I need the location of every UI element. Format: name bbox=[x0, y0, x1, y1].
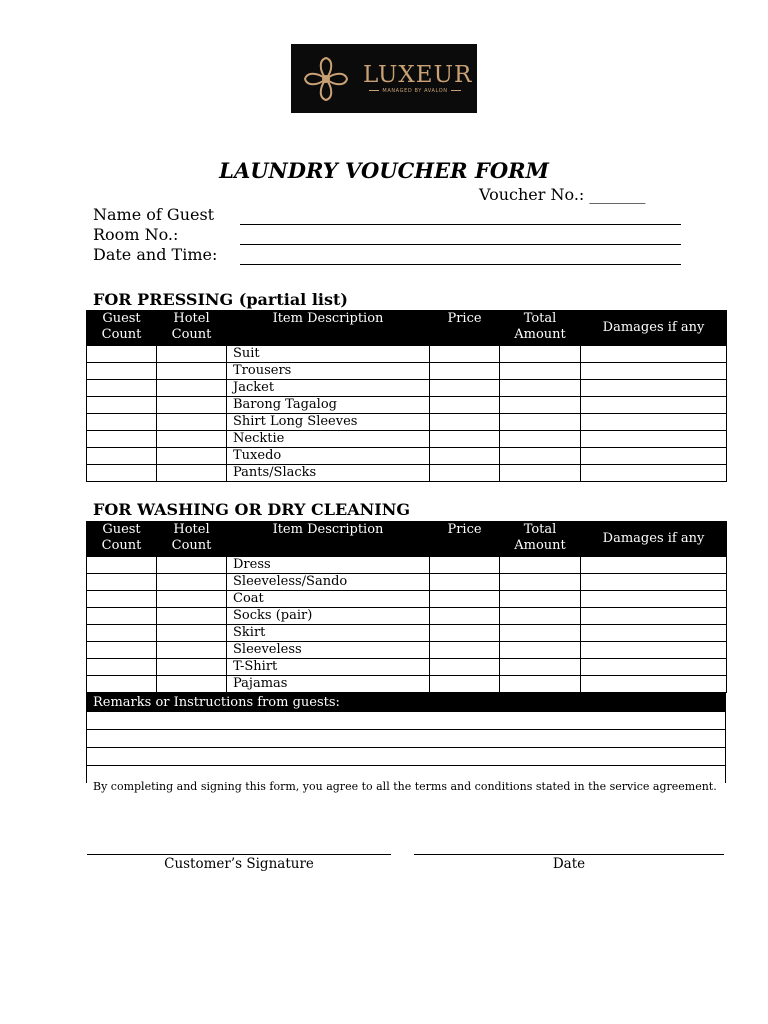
item-description: Tuxedo bbox=[227, 448, 430, 465]
customer-signature-line[interactable] bbox=[87, 854, 391, 855]
logo-brand-name: LUXEUR bbox=[363, 62, 473, 88]
remarks-section bbox=[86, 693, 726, 783]
total-amount-cell[interactable] bbox=[500, 448, 581, 465]
hotel-count-cell[interactable] bbox=[157, 625, 227, 642]
hotel-count-cell[interactable] bbox=[157, 608, 227, 625]
total-amount-cell[interactable] bbox=[500, 642, 581, 659]
form-title: LAUNDRY VOUCHER FORM bbox=[219, 158, 549, 183]
damages-cell[interactable] bbox=[581, 591, 727, 608]
table-row bbox=[87, 557, 727, 574]
damages-cell[interactable] bbox=[581, 414, 727, 431]
hotel-count-cell[interactable] bbox=[157, 557, 227, 574]
agreement-text: By completing and signing this form, you agree to all the terms and conditions stated in the service agreement. bbox=[93, 780, 717, 793]
washing-header-row bbox=[87, 522, 727, 557]
table-row bbox=[87, 380, 727, 397]
table-row bbox=[87, 608, 727, 625]
hotel-count-cell[interactable] bbox=[157, 346, 227, 363]
table-row bbox=[87, 642, 727, 659]
price-cell[interactable] bbox=[430, 414, 500, 431]
damages-cell[interactable] bbox=[581, 574, 727, 591]
guest-count-cell[interactable] bbox=[87, 574, 157, 591]
price-cell[interactable] bbox=[430, 557, 500, 574]
hotel-count-cell[interactable] bbox=[157, 574, 227, 591]
column-header: Guest Count bbox=[87, 311, 157, 346]
guest-count-cell[interactable] bbox=[87, 608, 157, 625]
table-row bbox=[87, 414, 727, 431]
total-amount-cell[interactable] bbox=[500, 608, 581, 625]
logo-tagline: MANAGED BY AVALON bbox=[363, 88, 467, 94]
item-description: Necktie bbox=[227, 431, 430, 448]
guest-count-cell[interactable] bbox=[87, 642, 157, 659]
total-amount-cell[interactable] bbox=[500, 591, 581, 608]
price-cell[interactable] bbox=[430, 397, 500, 414]
item-description: Barong Tagalog bbox=[227, 397, 430, 414]
guest-count-cell[interactable] bbox=[87, 557, 157, 574]
table-row bbox=[87, 363, 727, 380]
price-cell[interactable] bbox=[430, 625, 500, 642]
damages-cell[interactable] bbox=[581, 659, 727, 676]
total-amount-cell[interactable] bbox=[500, 676, 581, 693]
voucher-number: Voucher No.: _______ bbox=[479, 185, 646, 204]
hotel-count-cell[interactable] bbox=[157, 431, 227, 448]
column-header: Damages if any bbox=[581, 522, 727, 557]
remarks-line[interactable] bbox=[86, 712, 726, 730]
remarks-label: Remarks or Instructions from guests: bbox=[86, 693, 726, 712]
guest-count-cell[interactable] bbox=[87, 659, 157, 676]
hotel-count-cell[interactable] bbox=[157, 465, 227, 482]
damages-cell[interactable] bbox=[581, 346, 727, 363]
guest-count-cell[interactable] bbox=[87, 346, 157, 363]
damages-cell[interactable] bbox=[581, 363, 727, 380]
total-amount-cell[interactable] bbox=[500, 414, 581, 431]
pressing-section-title: FOR PRESSING (partial list) bbox=[93, 290, 348, 309]
table-row bbox=[87, 659, 727, 676]
washing-section-title: FOR WASHING OR DRY CLEANING bbox=[93, 500, 411, 519]
column-header: Total Amount bbox=[500, 522, 581, 557]
total-amount-cell[interactable] bbox=[500, 465, 581, 482]
pressing-header-row bbox=[87, 311, 727, 346]
hotel-count-cell[interactable] bbox=[157, 380, 227, 397]
item-description: Shirt Long Sleeves bbox=[227, 414, 430, 431]
item-description: Socks (pair) bbox=[227, 608, 430, 625]
guest-count-cell[interactable] bbox=[87, 431, 157, 448]
total-amount-cell[interactable] bbox=[500, 557, 581, 574]
column-header: Hotel Count bbox=[157, 522, 227, 557]
guest-count-cell[interactable] bbox=[87, 363, 157, 380]
item-description: Suit bbox=[227, 346, 430, 363]
washing-table bbox=[86, 521, 727, 693]
total-amount-cell[interactable] bbox=[500, 397, 581, 414]
total-amount-cell[interactable] bbox=[500, 346, 581, 363]
damages-cell[interactable] bbox=[581, 431, 727, 448]
item-description: Trousers bbox=[227, 363, 430, 380]
item-description: Sleeveless bbox=[227, 642, 430, 659]
date-time-line[interactable] bbox=[240, 264, 681, 265]
damages-cell[interactable] bbox=[581, 465, 727, 482]
price-cell[interactable] bbox=[430, 642, 500, 659]
damages-cell[interactable] bbox=[581, 448, 727, 465]
table-row bbox=[87, 465, 727, 482]
table-row bbox=[87, 397, 727, 414]
ornament-icon bbox=[299, 52, 353, 106]
price-cell[interactable] bbox=[430, 431, 500, 448]
brand-logo bbox=[291, 44, 477, 113]
date-signature-line[interactable] bbox=[414, 854, 724, 855]
price-cell[interactable] bbox=[430, 676, 500, 693]
hotel-count-cell[interactable] bbox=[157, 642, 227, 659]
hotel-count-cell[interactable] bbox=[157, 676, 227, 693]
hotel-count-cell[interactable] bbox=[157, 659, 227, 676]
price-cell[interactable] bbox=[430, 608, 500, 625]
damages-cell[interactable] bbox=[581, 642, 727, 659]
price-cell[interactable] bbox=[430, 465, 500, 482]
column-header: Item Description bbox=[227, 522, 430, 557]
damages-cell[interactable] bbox=[581, 676, 727, 693]
price-cell[interactable] bbox=[430, 346, 500, 363]
table-row bbox=[87, 448, 727, 465]
guest-count-cell[interactable] bbox=[87, 625, 157, 642]
hotel-count-cell[interactable] bbox=[157, 448, 227, 465]
item-description: Sleeveless/Sando bbox=[227, 574, 430, 591]
remarks-line[interactable] bbox=[86, 730, 726, 748]
damages-cell[interactable] bbox=[581, 608, 727, 625]
table-row bbox=[87, 346, 727, 363]
date-signature-label: Date bbox=[552, 856, 586, 872]
room-number-line[interactable] bbox=[240, 244, 681, 245]
total-amount-cell[interactable] bbox=[500, 659, 581, 676]
column-header: Guest Count bbox=[87, 522, 157, 557]
damages-cell[interactable] bbox=[581, 557, 727, 574]
hotel-count-cell[interactable] bbox=[157, 397, 227, 414]
customer-signature-label: Customer’s Signature bbox=[164, 856, 314, 872]
guest-count-cell[interactable] bbox=[87, 414, 157, 431]
column-header: Damages if any bbox=[581, 311, 727, 346]
table-row bbox=[87, 591, 727, 608]
item-description: Skirt bbox=[227, 625, 430, 642]
guest-count-cell[interactable] bbox=[87, 591, 157, 608]
guest-count-cell[interactable] bbox=[87, 380, 157, 397]
item-description: Pants/Slacks bbox=[227, 465, 430, 482]
column-header: Hotel Count bbox=[157, 311, 227, 346]
price-cell[interactable] bbox=[430, 574, 500, 591]
hotel-count-cell[interactable] bbox=[157, 414, 227, 431]
total-amount-cell[interactable] bbox=[500, 574, 581, 591]
column-header: Price bbox=[430, 522, 500, 557]
price-cell[interactable] bbox=[430, 591, 500, 608]
item-description: Dress bbox=[227, 557, 430, 574]
item-description: T-Shirt bbox=[227, 659, 430, 676]
price-cell[interactable] bbox=[430, 363, 500, 380]
guest-count-cell[interactable] bbox=[87, 397, 157, 414]
column-header: Price bbox=[430, 311, 500, 346]
item-description: Pajamas bbox=[227, 676, 430, 693]
hotel-count-cell[interactable] bbox=[157, 363, 227, 380]
price-cell[interactable] bbox=[430, 380, 500, 397]
guest-count-cell[interactable] bbox=[87, 448, 157, 465]
price-cell[interactable] bbox=[430, 448, 500, 465]
room-number-label: Room No.: bbox=[93, 225, 179, 244]
total-amount-cell[interactable] bbox=[500, 363, 581, 380]
guest-count-cell[interactable] bbox=[87, 465, 157, 482]
date-time-label: Date and Time: bbox=[93, 245, 218, 264]
total-amount-cell[interactable] bbox=[500, 431, 581, 448]
guest-name-line[interactable] bbox=[240, 224, 681, 225]
pressing-table bbox=[86, 310, 727, 482]
table-row bbox=[87, 625, 727, 642]
guest-name-label: Name of Guest bbox=[93, 205, 215, 224]
hotel-count-cell[interactable] bbox=[157, 591, 227, 608]
guest-count-cell[interactable] bbox=[87, 676, 157, 693]
table-row bbox=[87, 574, 727, 591]
damages-cell[interactable] bbox=[581, 625, 727, 642]
item-description: Jacket bbox=[227, 380, 430, 397]
damages-cell[interactable] bbox=[581, 397, 727, 414]
column-header: Total Amount bbox=[500, 311, 581, 346]
table-row bbox=[87, 431, 727, 448]
item-description: Coat bbox=[227, 591, 430, 608]
remarks-line[interactable] bbox=[86, 748, 726, 766]
price-cell[interactable] bbox=[430, 659, 500, 676]
total-amount-cell[interactable] bbox=[500, 380, 581, 397]
total-amount-cell[interactable] bbox=[500, 625, 581, 642]
table-row bbox=[87, 676, 727, 693]
column-header: Item Description bbox=[227, 311, 430, 346]
damages-cell[interactable] bbox=[581, 380, 727, 397]
